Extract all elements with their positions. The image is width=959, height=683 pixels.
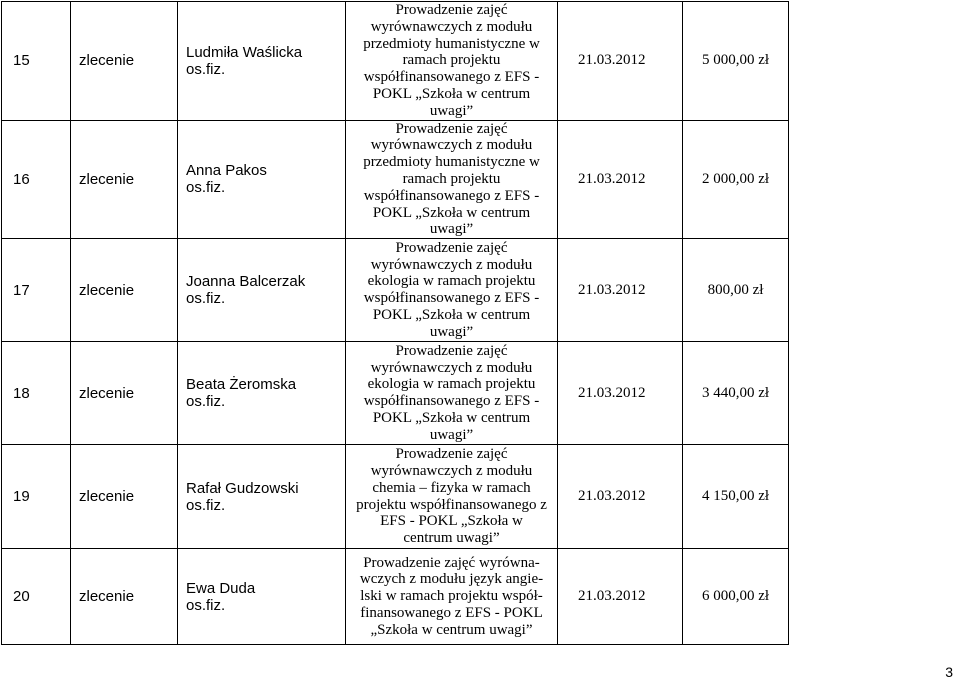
amount-cell: 2 000,00 zł — [683, 120, 789, 239]
table-row — [2, 239, 789, 342]
row-number-cell: 16 — [2, 120, 71, 239]
description-line: uwagi” — [429, 323, 474, 340]
description-line: projektu współfinansowanego z — [356, 496, 547, 513]
description-line: POKL „Szkoła w centrum — [372, 409, 531, 426]
contractor-name-cell — [178, 120, 346, 239]
description-line: POKL „Szkoła w centrum — [372, 306, 531, 323]
contracts-table-body — [2, 2, 789, 645]
table-row — [2, 342, 789, 445]
description-line: Prowadzenie zajęć wyrówna- — [363, 554, 540, 571]
contractor-name-line: os.fiz. — [186, 393, 226, 411]
contract-type-cell: zlecenie — [71, 120, 178, 239]
contractor-name-cell — [178, 445, 346, 549]
description-line: współfinansowanego z EFS - — [363, 187, 540, 204]
contract-type-cell: zlecenie — [71, 342, 178, 445]
description-line: chemia – fizyka w ramach — [372, 479, 531, 496]
contractor-name-line: os.fiz. — [186, 60, 226, 78]
description-line: uwagi” — [429, 221, 474, 238]
description-line: uwagi” — [429, 426, 474, 443]
date-cell: 21.03.2012 — [558, 549, 683, 645]
contractor-name-line: Rafał Gudzowski — [186, 479, 299, 497]
row-number-cell: 18 — [2, 342, 71, 445]
description-line: wyrównawczych z modułu — [370, 18, 533, 35]
table-row — [2, 2, 789, 121]
contractor-name-line: Anna Pakos — [186, 162, 267, 180]
amount-cell: 800,00 zł — [683, 239, 789, 342]
date-cell: 21.03.2012 — [558, 445, 683, 549]
description-cell — [346, 445, 558, 549]
description-line: uwagi” — [429, 102, 474, 119]
description-line: wyrównawczych z modułu — [370, 256, 533, 273]
amount-cell: 4 150,00 zł — [683, 445, 789, 549]
description-line: „Szkoła w centrum uwagi” — [370, 621, 533, 638]
row-number-cell: 17 — [2, 239, 71, 342]
contractor-name-cell — [178, 549, 346, 645]
description-line: Prowadzenie zajęć — [395, 2, 508, 18]
description-line: wyrównawczych z modułu — [370, 359, 533, 376]
description-line: współfinansowanego z EFS - — [363, 69, 540, 86]
contractor-name-line: Ewa Duda — [186, 579, 256, 597]
description-line: współfinansowanego z EFS - — [363, 393, 540, 410]
amount-cell: 5 000,00 zł — [683, 2, 789, 121]
description-line: finansowanego z EFS - POKL — [360, 605, 543, 622]
description-cell — [346, 342, 558, 445]
description-line: Prowadzenie zajęć — [395, 342, 508, 359]
contracts-table — [1, 1, 789, 645]
contractor-name-cell — [178, 239, 346, 342]
contract-type-cell: zlecenie — [71, 2, 178, 121]
description-cell — [346, 2, 558, 121]
contractor-name-cell — [178, 342, 346, 445]
description-line: ekologia w ramach projektu — [367, 376, 536, 393]
contractor-name-line: os.fiz. — [186, 496, 226, 514]
description-line: POKL „Szkoła w centrum — [372, 85, 531, 102]
table-row — [2, 549, 789, 645]
date-cell: 21.03.2012 — [558, 120, 683, 239]
page-number: 3 — [945, 664, 953, 680]
description-line: współfinansowanego z EFS - — [363, 290, 540, 307]
contractor-name-line: os.fiz. — [186, 179, 226, 197]
table-row — [2, 445, 789, 549]
contractor-name-line: Beata Żeromska — [186, 376, 297, 394]
contractor-name-line: os.fiz. — [186, 596, 226, 614]
description-line: przedmioty humanistyczne w — [363, 35, 540, 52]
description-line: Prowadzenie zajęć — [395, 120, 508, 137]
table-row — [2, 120, 789, 239]
contract-type-cell: zlecenie — [71, 549, 178, 645]
amount-cell: 3 440,00 zł — [683, 342, 789, 445]
contractor-name-line: Joanna Balcerzak — [186, 273, 306, 291]
date-cell: 21.03.2012 — [558, 239, 683, 342]
amount-cell: 6 000,00 zł — [683, 549, 789, 645]
description-line: wyrównawczych z modułu — [370, 463, 533, 480]
row-number-cell: 19 — [2, 445, 71, 549]
description-cell — [346, 239, 558, 342]
description-line: lski w ramach projektu współ- — [360, 588, 543, 605]
description-line: Prowadzenie zajęć — [395, 446, 508, 463]
description-line: Prowadzenie zajęć — [395, 239, 508, 256]
date-cell: 21.03.2012 — [558, 2, 683, 121]
description-line: POKL „Szkoła w centrum — [372, 204, 531, 221]
row-number-cell: 20 — [2, 549, 71, 645]
description-cell — [346, 120, 558, 239]
contract-type-cell: zlecenie — [71, 445, 178, 549]
row-number-cell: 15 — [2, 2, 71, 121]
description-line: ramach projektu — [402, 52, 501, 69]
contract-type-cell: zlecenie — [71, 239, 178, 342]
description-line: wczych z modułu język angie- — [359, 571, 544, 588]
description-line: ekologia w ramach projektu — [367, 273, 536, 290]
contractor-name-cell — [178, 2, 346, 121]
contractor-name-line: os.fiz. — [186, 290, 226, 308]
description-line: wyrównawczych z modułu — [370, 137, 533, 154]
description-line: ramach projektu — [402, 170, 501, 187]
description-line: EFS - POKL „Szkoła w — [380, 513, 523, 530]
date-cell: 21.03.2012 — [558, 342, 683, 445]
description-line: centrum uwagi” — [403, 530, 500, 547]
contractor-name-line: Ludmiła Waślicka — [186, 43, 303, 61]
description-line: przedmioty humanistyczne w — [363, 154, 540, 171]
description-cell — [346, 549, 558, 645]
